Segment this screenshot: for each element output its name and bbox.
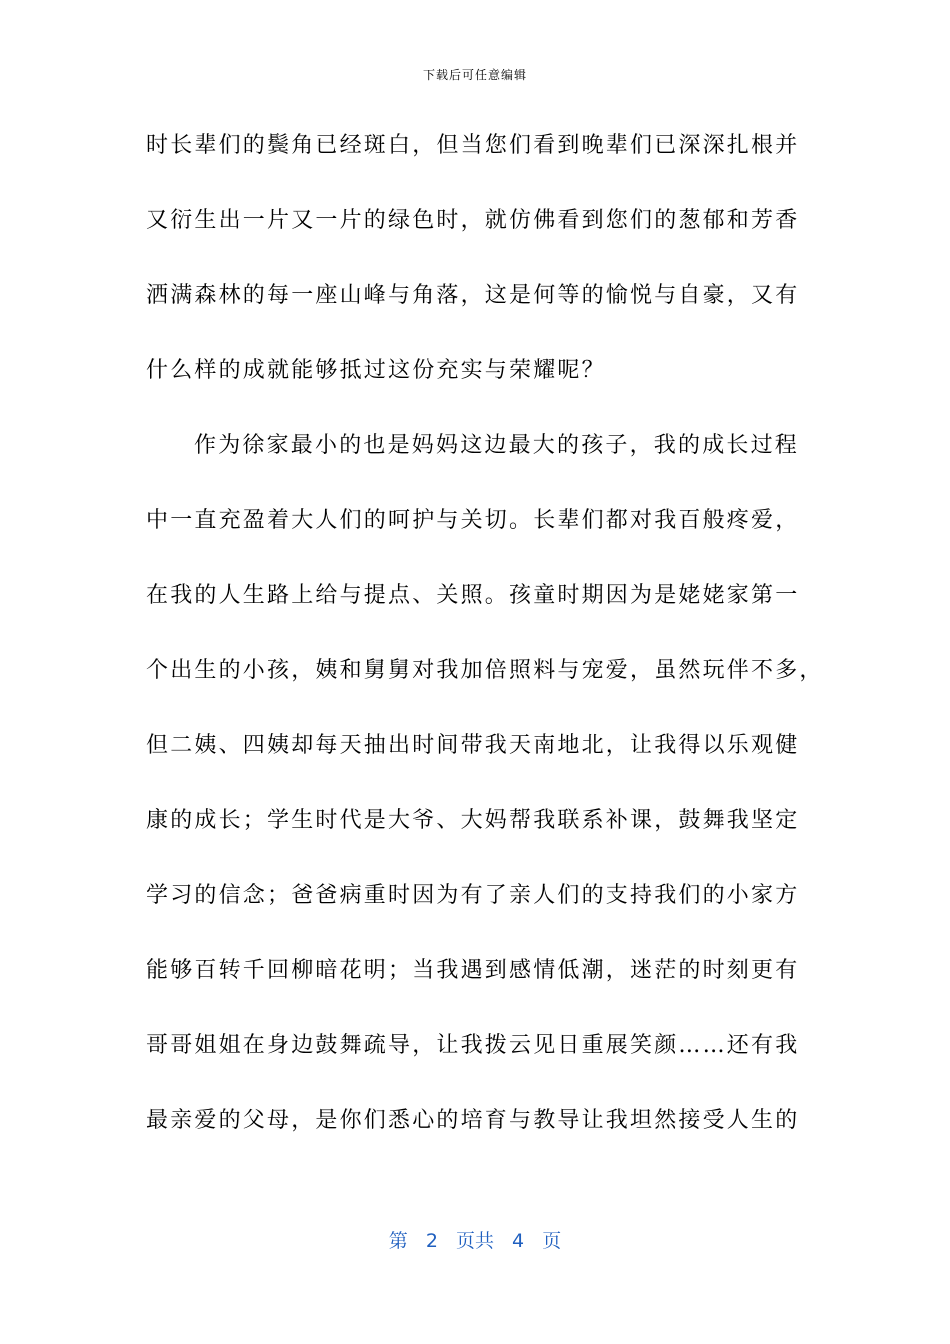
paragraph-first-line: 作为徐家最小的也是妈妈这边最大的孩子，我的成长过程 [194, 433, 800, 458]
total-pages-number: 4 [512, 1230, 525, 1252]
text-line: 洒满森林的每一座山峰与角落，这是何等的愉悦与自豪，又有 [146, 283, 800, 308]
text-line: 时长辈们的鬓角已经斑白，但当您们看到晚辈们已深深扎根并 [146, 133, 800, 158]
footer-middle: 页共 [455, 1230, 494, 1252]
text-line: 能够百转千回柳暗花明；当我遇到感情低潮，迷茫的时刻更有 [146, 958, 800, 983]
text-line: 又衍生出一片又一片的绿色时，就仿佛看到您们的葱郁和芳香 [146, 208, 800, 233]
text-line: 学习的信念；爸爸病重时因为有了亲人们的支持我们的小家方 [146, 883, 800, 908]
text-line: 个出生的小孩，姨和舅舅对我加倍照料与宠爱，虽然玩伴不多， [146, 658, 824, 683]
current-page-number: 2 [425, 1230, 438, 1252]
text-line: 但二姨、四姨却每天抽出时间带我天南地北，让我得以乐观健 [146, 733, 800, 758]
footer-prefix: 第 [388, 1230, 408, 1252]
text-line: 最亲爱的父母，是你们悉心的培育与教导让我坦然接受人生的 [146, 1108, 800, 1133]
page-footer [0, 1226, 950, 1253]
text-line: 在我的人生路上给与提点、关照。孩童时期因为是姥姥家第一 [146, 583, 800, 608]
text-line: 什么样的成就能够抵过这份充实与荣耀呢？ [146, 358, 606, 383]
body-text [146, 128, 824, 1178]
text-line: 中一直充盈着大人们的呵护与关切。长辈们都对我百般疼爱， [146, 508, 800, 533]
page-header: 下载后可任意编辑 [422, 68, 527, 82]
text-line: 哥哥姐姐在身边鼓舞疏导，让我拨云见日重展笑颜……还有我 [146, 1033, 800, 1058]
footer-suffix: 页 [542, 1230, 562, 1252]
text-line: 康的成长；学生时代是大爷、大妈帮我联系补课，鼓舞我坚定 [146, 808, 800, 833]
